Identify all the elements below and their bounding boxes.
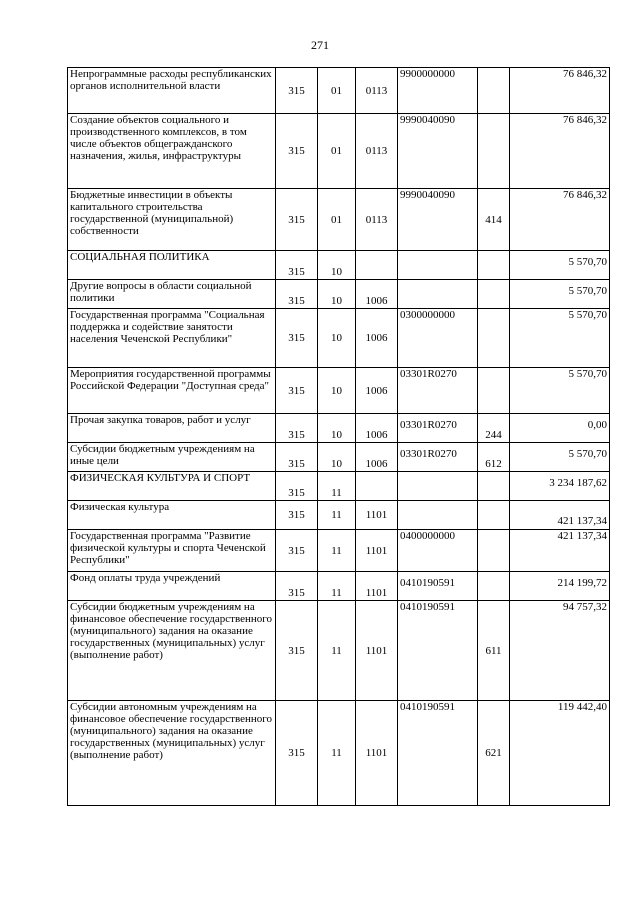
expense-type-code: 414 bbox=[478, 189, 510, 251]
ministry-code: 315 bbox=[276, 114, 318, 189]
subsection-code: 1006 bbox=[356, 443, 398, 472]
target-code: 03301R0270 bbox=[398, 368, 478, 414]
amount: 0,00 bbox=[510, 414, 610, 443]
expense-type-code: 611 bbox=[478, 601, 510, 701]
table-row bbox=[68, 368, 610, 414]
subsection-code: 1006 bbox=[356, 414, 398, 443]
target-code: 03301R0270 bbox=[398, 414, 478, 443]
ministry-code: 315 bbox=[276, 280, 318, 309]
subsection-code: 1101 bbox=[356, 501, 398, 530]
row-name: СОЦИАЛЬНАЯ ПОЛИТИКА bbox=[68, 251, 276, 280]
table-row bbox=[68, 189, 610, 251]
table-row bbox=[68, 701, 610, 806]
ministry-code: 315 bbox=[276, 701, 318, 806]
target-code bbox=[398, 472, 478, 501]
row-name: Прочая закупка товаров, работ и услуг bbox=[68, 414, 276, 443]
table-row bbox=[68, 280, 610, 309]
expense-type-code bbox=[478, 368, 510, 414]
section-code: 11 bbox=[318, 472, 356, 501]
row-name: Бюджетные инвестиции в объекты капитального строительства государственной (муниципальной) собственности bbox=[68, 189, 276, 251]
section-code: 11 bbox=[318, 701, 356, 806]
target-code bbox=[398, 251, 478, 280]
table-row bbox=[68, 601, 610, 701]
subsection-code: 1101 bbox=[356, 572, 398, 601]
expense-type-code bbox=[478, 309, 510, 368]
table-row bbox=[68, 309, 610, 368]
subsection-code bbox=[356, 251, 398, 280]
table-row bbox=[68, 414, 610, 443]
amount: 76 846,32 bbox=[510, 68, 610, 114]
subsection-code: 1006 bbox=[356, 309, 398, 368]
ministry-code: 315 bbox=[276, 501, 318, 530]
amount: 5 570,70 bbox=[510, 443, 610, 472]
section-code: 10 bbox=[318, 443, 356, 472]
section-code: 01 bbox=[318, 68, 356, 114]
ministry-code: 315 bbox=[276, 68, 318, 114]
subsection-code: 1101 bbox=[356, 701, 398, 806]
amount: 214 199,72 bbox=[510, 572, 610, 601]
target-code: 0410190591 bbox=[398, 701, 478, 806]
subsection-code: 1101 bbox=[356, 530, 398, 572]
ministry-code: 315 bbox=[276, 572, 318, 601]
target-code: 9990040090 bbox=[398, 114, 478, 189]
subsection-code: 1006 bbox=[356, 368, 398, 414]
section-code: 10 bbox=[318, 414, 356, 443]
target-code: 9900000000 bbox=[398, 68, 478, 114]
amount: 76 846,32 bbox=[510, 114, 610, 189]
amount: 5 570,70 bbox=[510, 309, 610, 368]
target-code: 0300000000 bbox=[398, 309, 478, 368]
table-row bbox=[68, 443, 610, 472]
ministry-code: 315 bbox=[276, 443, 318, 472]
ministry-code: 315 bbox=[276, 368, 318, 414]
amount: 5 570,70 bbox=[510, 368, 610, 414]
subsection-code: 0113 bbox=[356, 114, 398, 189]
amount: 5 570,70 bbox=[510, 251, 610, 280]
expense-type-code bbox=[478, 68, 510, 114]
expense-type-code: 612 bbox=[478, 443, 510, 472]
row-name: Субсидии автономным учреждениям на финансовое обеспечение государственного (муниципального) задания на оказание государственных (муниципальных) услуг (выполнение работ) bbox=[68, 701, 276, 806]
page-number: 271 bbox=[311, 38, 329, 52]
table-row bbox=[68, 572, 610, 601]
expense-type-code bbox=[478, 280, 510, 309]
target-code: 0410190591 bbox=[398, 572, 478, 601]
amount: 3 234 187,62 bbox=[510, 472, 610, 501]
budget-table bbox=[67, 67, 610, 806]
section-code: 11 bbox=[318, 530, 356, 572]
ministry-code: 315 bbox=[276, 472, 318, 501]
table-row bbox=[68, 68, 610, 114]
subsection-code: 0113 bbox=[356, 68, 398, 114]
section-code: 01 bbox=[318, 189, 356, 251]
ministry-code: 315 bbox=[276, 414, 318, 443]
section-code: 10 bbox=[318, 368, 356, 414]
expense-type-code bbox=[478, 472, 510, 501]
expense-type-code bbox=[478, 530, 510, 572]
target-code: 0400000000 bbox=[398, 530, 478, 572]
target-code: 03301R0270 bbox=[398, 443, 478, 472]
row-name: Субсидии бюджетным учреждениям на иные цели bbox=[68, 443, 276, 472]
row-name: Субсидии бюджетным учреждениям на финансовое обеспечение государственного (муниципального) задания на оказание государственных (муниципальных) услуг (выполнение работ) bbox=[68, 601, 276, 701]
section-code: 11 bbox=[318, 601, 356, 701]
target-code bbox=[398, 501, 478, 530]
section-code: 11 bbox=[318, 572, 356, 601]
amount: 119 442,40 bbox=[510, 701, 610, 806]
table-row bbox=[68, 530, 610, 572]
ministry-code: 315 bbox=[276, 189, 318, 251]
row-name: Мероприятия государственной программы Российской Федерации "Доступная среда" bbox=[68, 368, 276, 414]
row-name: Создание объектов социального и производственного комплексов, в том числе объектов общегражданского назначения, жилья, инфраструктуры bbox=[68, 114, 276, 189]
ministry-code: 315 bbox=[276, 601, 318, 701]
subsection-code: 1101 bbox=[356, 601, 398, 701]
row-name: Другие вопросы в области социальной политики bbox=[68, 280, 276, 309]
expense-type-code bbox=[478, 114, 510, 189]
table-row bbox=[68, 472, 610, 501]
section-code: 01 bbox=[318, 114, 356, 189]
table-row bbox=[68, 251, 610, 280]
expense-type-code bbox=[478, 572, 510, 601]
target-code bbox=[398, 280, 478, 309]
amount: 76 846,32 bbox=[510, 189, 610, 251]
subsection-code: 0113 bbox=[356, 189, 398, 251]
row-name: Государственная программа "Социальная поддержка и содействие занятости населения Чеченской Республики" bbox=[68, 309, 276, 368]
subsection-code bbox=[356, 472, 398, 501]
ministry-code: 315 bbox=[276, 309, 318, 368]
table-row bbox=[68, 501, 610, 530]
row-name: Государственная программа "Развитие физической культуры и спорта Чеченской Республики" bbox=[68, 530, 276, 572]
section-code: 10 bbox=[318, 309, 356, 368]
row-name: Непрограммные расходы республиканских органов исполнительной власти bbox=[68, 68, 276, 114]
amount: 5 570,70 bbox=[510, 280, 610, 309]
section-code: 10 bbox=[318, 280, 356, 309]
expense-type-code bbox=[478, 251, 510, 280]
amount: 421 137,34 bbox=[510, 530, 610, 572]
ministry-code: 315 bbox=[276, 530, 318, 572]
expense-type-code bbox=[478, 501, 510, 530]
target-code: 0410190591 bbox=[398, 601, 478, 701]
expense-type-code: 621 bbox=[478, 701, 510, 806]
row-name: Физическая культура bbox=[68, 501, 276, 530]
expense-type-code: 244 bbox=[478, 414, 510, 443]
ministry-code: 315 bbox=[276, 251, 318, 280]
subsection-code: 1006 bbox=[356, 280, 398, 309]
section-code: 11 bbox=[318, 501, 356, 530]
amount: 421 137,34 bbox=[510, 501, 610, 530]
row-name: ФИЗИЧЕСКАЯ КУЛЬТУРА И СПОРТ bbox=[68, 472, 276, 501]
row-name: Фонд оплаты труда учреждений bbox=[68, 572, 276, 601]
target-code: 9990040090 bbox=[398, 189, 478, 251]
section-code: 10 bbox=[318, 251, 356, 280]
table-row bbox=[68, 114, 610, 189]
amount: 94 757,32 bbox=[510, 601, 610, 701]
